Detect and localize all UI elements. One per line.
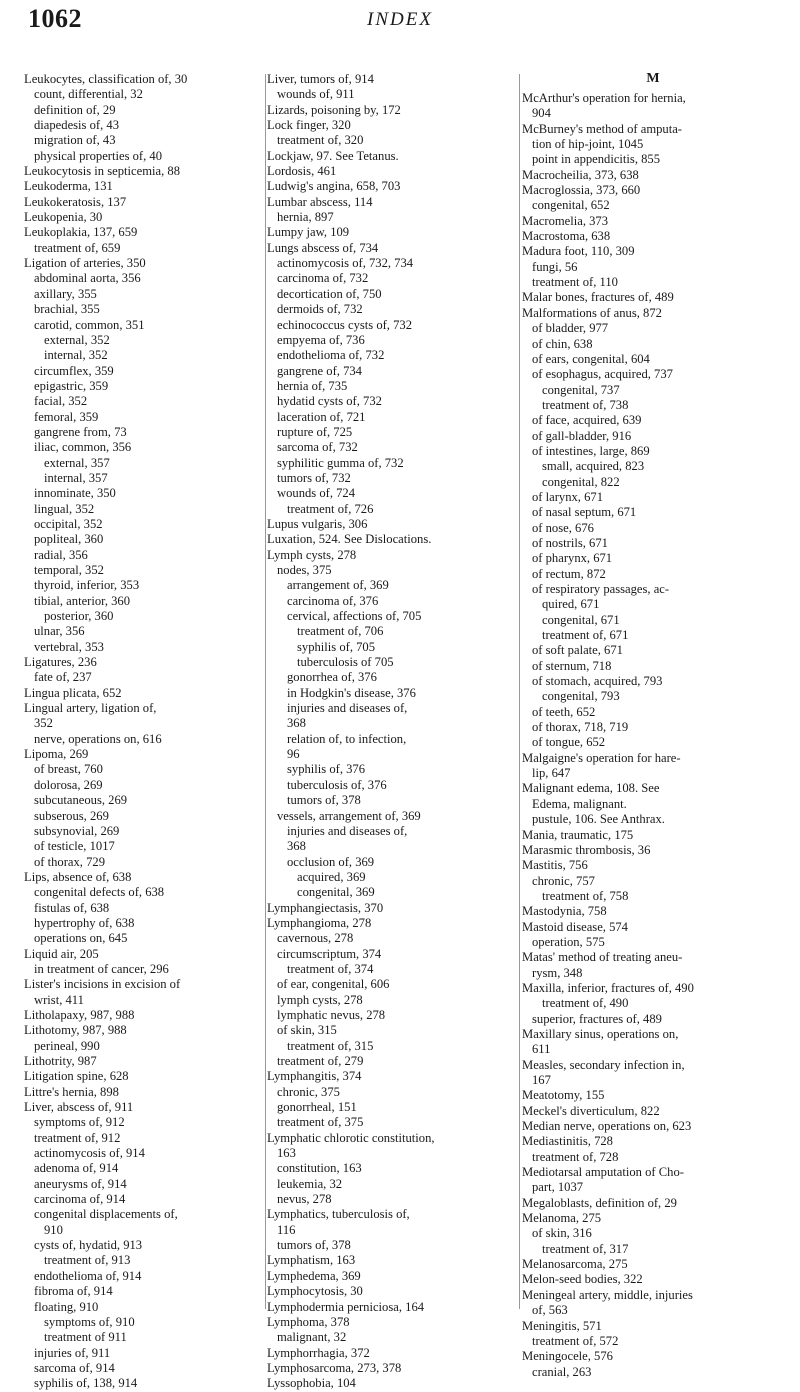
index-entry: floating, 910 [34, 1299, 99, 1314]
index-entry: Leukocytes, classification of, 30 [24, 72, 188, 86]
index-entry: Melanoma, 275 [522, 1211, 602, 1226]
index-entry: injuries and diseases of, [287, 701, 408, 716]
index-entry: of stomach, acquired, 793 [532, 674, 663, 689]
index-entry: subsynovial, 269 [34, 823, 120, 838]
index-entry: nerve, operations on, 616 [34, 731, 162, 746]
index-entry: Lymphangiectasis, 370 [267, 900, 384, 915]
index-entry: syphilis of, 376 [287, 762, 366, 777]
index-entry: of tongue, 652 [532, 735, 606, 750]
index-entry: symptoms of, 910 [44, 1314, 135, 1329]
index-entry: treatment of, 110 [532, 275, 618, 290]
index-entry: part, 1037 [532, 1180, 584, 1195]
index-entry: chronic, 375 [277, 1084, 340, 1099]
index-entry: of bladder, 977 [532, 321, 609, 336]
index-entry: Lumpy jaw, 109 [267, 225, 350, 240]
index-entry: laceration of, 721 [277, 409, 366, 424]
index-entry: gonorrheal, 151 [277, 1100, 357, 1115]
index-entry: definition of, 29 [34, 102, 116, 117]
index-entry: of thorax, 718, 719 [532, 720, 629, 735]
page-number: 1062 [28, 4, 82, 33]
index-entry: cysts of, hydatid, 913 [34, 1238, 143, 1253]
index-entry: 352 [34, 716, 53, 731]
index-entry: Lymphedema, 369 [267, 1268, 361, 1283]
index-entry: Maxilla, inferior, fractures of, 490 [522, 980, 694, 995]
index-entry: diapedesis of, 43 [34, 118, 119, 133]
index-entry: Mediastinitis, 728 [522, 1134, 613, 1149]
index-entry: facial, 352 [34, 394, 88, 409]
index-entry: 163 [277, 1146, 296, 1161]
index-entry: Lithotomy, 987, 988 [24, 1023, 127, 1038]
index-entry: Lymphocytosis, 30 [267, 1284, 363, 1299]
index-entry: of pharynx, 671 [532, 551, 613, 566]
index-entry: subserous, 269 [34, 808, 109, 823]
index-entry: Measles, secondary infection in, [522, 1057, 685, 1072]
index-entry: Lyssophobia, 104 [267, 1376, 356, 1391]
index-entry: treatment of, 913 [44, 1253, 131, 1268]
index-entry: Marasmic thrombosis, 36 [522, 842, 651, 857]
index-entry: Malformations of anus, 872 [522, 305, 662, 320]
index-entry: congenital defects of, 638 [34, 885, 165, 900]
index-entry: carotid, common, 351 [34, 317, 145, 332]
index-entry: treatment of, 315 [287, 1038, 374, 1053]
index-entry: Maxillary sinus, operations on, [522, 1026, 679, 1041]
index-entry: pustule, 106. See Anthrax. [532, 812, 665, 827]
index-entry: Malar bones, fractures of, 489 [522, 290, 674, 305]
index-entry: treatment of, 671 [542, 628, 629, 643]
index-entry: of soft palate, 671 [532, 643, 623, 658]
index-column-2 [267, 72, 512, 1392]
index-entry: acquired, 369 [297, 869, 366, 884]
index-entry: of chin, 638 [532, 336, 593, 351]
index-entry: external, 352 [44, 332, 110, 347]
index-entry: of gall-bladder, 916 [532, 428, 632, 443]
index-entry: circumscriptum, 374 [277, 946, 382, 961]
index-entry: migration of, 43 [34, 133, 116, 148]
index-entry: 904 [532, 106, 551, 121]
index-entry: Malgaigne's operation for hare- [522, 750, 681, 765]
index-entry: superior, fractures of, 489 [532, 1011, 662, 1026]
index-entry: Liver, abscess of, 911 [24, 1100, 134, 1115]
index-entry: nevus, 278 [277, 1192, 332, 1207]
index-entry: arrangement of, 369 [287, 578, 389, 593]
index-entry: in treatment of cancer, 296 [34, 961, 169, 976]
index-entry: tumors of, 732 [277, 470, 351, 485]
index-entry: Litholapaxy, 987, 988 [24, 1007, 135, 1022]
index-entry: 167 [532, 1073, 551, 1087]
index-entry: Meckel's diverticulum, 822 [522, 1103, 660, 1118]
index-entry: temporal, 352 [34, 563, 104, 577]
index-entry: radial, 356 [34, 547, 88, 562]
index-entry: occlusion of, 369 [287, 854, 375, 869]
index-entry: tion of hip-joint, 1045 [532, 137, 644, 152]
index-entry: of nose, 676 [532, 520, 594, 535]
index-entry: posterior, 360 [44, 609, 114, 624]
index-entry: McArthur's operation for hernia, [522, 91, 686, 105]
index-entry: treatment of, 738 [542, 397, 629, 412]
index-entry: Lingua plicata, 652 [24, 685, 122, 700]
index-entry: of thorax, 729 [34, 854, 105, 869]
index-entry: of skin, 316 [532, 1226, 592, 1241]
index-entry: of ears, congenital, 604 [532, 351, 650, 366]
index-entry: of rectum, 872 [532, 566, 606, 581]
index-entry: Leukocytosis in septicemia, 88 [24, 164, 180, 179]
index-entry: lip, 647 [532, 766, 571, 781]
index-entry: ulnar, 356 [34, 624, 85, 639]
index-entry: McBurney's method of amputa- [522, 121, 683, 136]
index-entry: physical properties of, 40 [34, 148, 163, 163]
index-entry: treatment of 911 [44, 1330, 127, 1345]
index-entry: tumors of, 378 [287, 793, 361, 808]
index-entry: of intestines, large, 869 [532, 443, 650, 458]
index-entry: injuries and diseases of, [287, 823, 408, 838]
index-entry: lymphatic nevus, 278 [277, 1007, 386, 1022]
index-entry: popliteal, 360 [34, 532, 104, 547]
index-entry: treatment of, 728 [532, 1149, 619, 1164]
index-entry: Lymphatism, 163 [267, 1253, 356, 1268]
index-entry: Macrostoma, 638 [522, 229, 611, 244]
column-divider [519, 74, 520, 1309]
index-entry: Lordosis, 461 [267, 164, 337, 179]
index-entry: of nostrils, 671 [532, 535, 608, 550]
index-entry: carcinoma of, 376 [287, 593, 379, 608]
index-entry: Lizards, poisoning by, 172 [267, 102, 401, 117]
index-entry: Meningocele, 576 [522, 1349, 613, 1364]
column-divider [265, 74, 266, 1309]
index-entry: treatment of, 375 [277, 1115, 364, 1130]
index-entry: Lymphorrhagia, 372 [267, 1345, 370, 1360]
index-entry: congenital, 793 [542, 689, 620, 704]
index-entry: of respiratory passages, ac- [532, 582, 670, 596]
index-entry: echinococcus cysts of, 732 [277, 317, 412, 332]
index-entry: Mastoid disease, 574 [522, 919, 628, 934]
index-entry: congenital, 822 [542, 474, 620, 489]
index-entry: syphilis of, 138, 914 [34, 1376, 138, 1391]
index-entry: congenital, 671 [542, 612, 620, 627]
index-entry: internal, 352 [44, 348, 108, 363]
index-entry: rysm, 348 [532, 965, 583, 980]
index-entry: syphilitic gumma of, 732 [277, 455, 404, 470]
index-entry: Megaloblasts, definition of, 29 [522, 1195, 677, 1210]
index-entry: treatment of, 490 [542, 996, 629, 1011]
index-entry: Melon-seed bodies, 322 [522, 1272, 643, 1287]
index-entry: of teeth, 652 [532, 704, 596, 719]
index-entry: in Hodgkin's disease, 376 [287, 685, 416, 700]
index-entry: Lupus vulgaris, 306 [267, 516, 368, 531]
index-entry: endothelioma of, 732 [277, 348, 385, 363]
index-entry: of face, acquired, 639 [532, 413, 642, 428]
index-entry: of testicle, 1017 [34, 839, 115, 854]
index-entry: Meatotomy, 155 [522, 1088, 605, 1103]
index-entry: congenital displacements of, [34, 1207, 178, 1222]
index-entry: wrist, 411 [34, 992, 84, 1007]
index-entry: of ear, congenital, 606 [277, 977, 390, 992]
index-entry: relation of, to infection, [287, 731, 407, 746]
index-entry: point in appendicitis, 855 [532, 152, 661, 167]
index-entry: 368 [287, 716, 306, 731]
index-entry: fungi, 56 [532, 259, 578, 274]
index-entry: of esophagus, acquired, 737 [532, 367, 673, 382]
index-entry: quired, 671 [542, 597, 600, 612]
index-entry: actinomycosis of, 732, 734 [277, 256, 414, 271]
index-entry: Melanosarcoma, 275 [522, 1257, 628, 1272]
index-entry: Leukopenia, 30 [24, 210, 103, 225]
index-entry: Leukokeratosis, 137 [24, 194, 127, 209]
index-entry: Lumbar abscess, 114 [267, 194, 373, 209]
index-entry: congenital, 737 [542, 382, 620, 397]
index-entry: treatment of, 317 [542, 1241, 629, 1256]
index-entry: Lymphoma, 378 [267, 1314, 350, 1329]
index-entry: hypertrophy of, 638 [34, 915, 135, 930]
index-entry: sarcoma of, 914 [34, 1360, 115, 1375]
index-entry: innominate, 350 [34, 486, 116, 501]
index-entry: femoral, 359 [34, 409, 99, 424]
index-entry: aneurysms of, 914 [34, 1176, 127, 1191]
index-entry: actinomycosis of, 914 [34, 1146, 145, 1161]
index-entry: Lymphangitis, 374 [267, 1069, 362, 1084]
index-entry: treatment of, 659 [34, 240, 121, 255]
index-entry: Lymphosarcoma, 273, 378 [267, 1360, 402, 1375]
index-entry: small, acquired, 823 [542, 459, 645, 474]
index-entry: dolorosa, 269 [34, 777, 103, 792]
index-entry: perineal, 990 [34, 1038, 100, 1053]
index-entry: Ligatures, 236 [24, 655, 97, 670]
index-entry: dermoids of, 732 [277, 302, 363, 317]
index-entry: treatment of, 726 [287, 501, 374, 516]
index-entry: of, 563 [532, 1303, 568, 1318]
index-entry: Littre's hernia, 898 [24, 1084, 119, 1099]
index-entry: Lipoma, 269 [24, 747, 89, 762]
index-entry: Lock finger, 320 [267, 118, 351, 133]
index-entry: Mediotarsal amputation of Cho- [522, 1165, 684, 1180]
index-entry: 116 [277, 1222, 296, 1237]
index-entry: tuberculosis of 705 [297, 655, 394, 670]
index-entry: 96 [287, 747, 300, 762]
index-entry: lymph cysts, 278 [277, 992, 363, 1007]
index-entry: Mania, traumatic, 175 [522, 827, 634, 842]
index-entry: of sternum, 718 [532, 658, 612, 673]
index-entry: Edema, malignant. [532, 796, 627, 811]
index-entry: treatment of, 279 [277, 1054, 364, 1068]
index-entry: symptoms of, 912 [34, 1115, 125, 1130]
index-entry: epigastric, 359 [34, 378, 109, 393]
index-entry: subcutaneous, 269 [34, 793, 128, 808]
index-entry: Lister's incisions in excision of [24, 977, 181, 992]
index-entry: treatment of, 320 [277, 133, 364, 148]
index-entry: lingual, 352 [34, 501, 95, 516]
index-entry: cervical, affections of, 705 [287, 609, 422, 624]
index-entry: treatment of, 374 [287, 961, 374, 976]
index-entry: treatment of, 912 [34, 1130, 121, 1145]
index-entry: leukemia, 32 [277, 1176, 343, 1191]
index-entry: circumflex, 359 [34, 363, 114, 378]
index-entry: Luxation, 524. See Dislocations. [267, 532, 432, 547]
index-entry: Lymph cysts, 278 [267, 547, 357, 562]
index-entry: Malignant edema, 108. See [522, 781, 660, 796]
index-entry: Macrocheilia, 373, 638 [522, 167, 639, 182]
index-entry: external, 357 [44, 455, 110, 470]
index-entry: count, differential, 32 [34, 87, 143, 102]
index-entry: abdominal aorta, 356 [34, 271, 141, 286]
index-entry: Litigation spine, 628 [24, 1069, 129, 1084]
index-entry: treatment of, 572 [532, 1333, 619, 1348]
index-entry: cavernous, 278 [277, 931, 354, 946]
index-entry: decortication of, 750 [277, 286, 382, 301]
index-entry: gonorrhea of, 376 [287, 670, 377, 685]
index-entry: Madura foot, 110, 309 [522, 244, 635, 259]
index-entry: tuberculosis of, 376 [287, 777, 387, 792]
index-entry: of skin, 315 [277, 1023, 337, 1038]
index-entry: fibroma of, 914 [34, 1284, 113, 1299]
index-entry: hydatid cysts of, 732 [277, 394, 382, 409]
index-column-3 [522, 72, 784, 1380]
index-entry: carcinoma of, 914 [34, 1192, 126, 1207]
index-entry: Liver, tumors of, 914 [267, 72, 374, 86]
index-entry: brachial, 355 [34, 302, 100, 317]
index-entry: iliac, common, 356 [34, 440, 132, 455]
index-entry: Lymphatics, tuberculosis of, [267, 1207, 410, 1222]
index-entry: of breast, 760 [34, 762, 103, 777]
index-entry: Lips, absence of, 638 [24, 869, 132, 884]
index-column-1 [24, 72, 263, 1392]
index-entry: treatment of, 706 [297, 624, 384, 639]
index-entry: 910 [44, 1222, 63, 1237]
index-entry: axillary, 355 [34, 286, 97, 301]
index-entry: gangrene from, 73 [34, 424, 127, 439]
index-entry: vessels, arrangement of, 369 [277, 808, 421, 823]
index-entry: congenital, 369 [297, 885, 375, 900]
index-entry: Matas' method of treating aneu- [522, 950, 683, 965]
index-entry: wounds of, 911 [277, 87, 355, 102]
index-entry: gangrene of, 734 [277, 363, 362, 378]
index-entry: of nasal septum, 671 [532, 505, 637, 520]
index-entry: Lungs abscess of, 734 [267, 240, 379, 255]
index-entry: Ludwig's angina, 658, 703 [267, 179, 401, 194]
index-entry: Meningeal artery, middle, injuries [522, 1287, 693, 1302]
index-entry: empyema of, 736 [277, 332, 365, 347]
index-entry: rupture of, 725 [277, 424, 353, 439]
index-entry: Lymphodermia perniciosa, 164 [267, 1299, 425, 1314]
index-entry: Liquid air, 205 [24, 946, 99, 961]
index-entry: 611 [532, 1042, 551, 1057]
index-entry: chronic, 757 [532, 873, 595, 888]
index-entry: Leukoderma, 131 [24, 179, 113, 194]
index-entry: Meningitis, 571 [522, 1318, 602, 1333]
index-entry: operations on, 645 [34, 931, 128, 946]
index-entry: malignant, 32 [277, 1330, 347, 1345]
index-entry: hernia of, 735 [277, 378, 348, 393]
index-entry: occipital, 352 [34, 516, 103, 531]
index-entry: cranial, 263 [532, 1364, 592, 1379]
index-entry: Leukoplakia, 137, 659 [24, 225, 138, 240]
running-head: INDEX [367, 9, 433, 30]
index-entry: Lockjaw, 97. See Tetanus. [267, 148, 399, 163]
index-entry: nodes, 375 [277, 563, 332, 577]
index-entry: constitution, 163 [277, 1161, 362, 1176]
index-entry: carcinoma of, 732 [277, 271, 369, 286]
index-entry: congenital, 652 [532, 198, 610, 213]
index-entry: endothelioma of, 914 [34, 1268, 142, 1283]
index-entry: Lymphatic chlorotic constitution, [267, 1130, 435, 1145]
index-entry: Mastodynia, 758 [522, 904, 607, 919]
section-letter: M [646, 71, 660, 86]
index-entry: of larynx, 671 [532, 489, 603, 504]
index-entry: thyroid, inferior, 353 [34, 578, 140, 593]
index-entry: 368 [287, 839, 306, 854]
index-entry: Macromelia, 373 [522, 213, 609, 228]
index-entry: treatment of, 758 [542, 888, 629, 903]
index-entry: Lithotrity, 987 [24, 1054, 97, 1068]
index-entry: wounds of, 724 [277, 486, 356, 501]
index-entry: adenoma of, 914 [34, 1161, 119, 1176]
index-entry: sarcoma of, 732 [277, 440, 358, 455]
index-entry: Mastitis, 756 [522, 858, 588, 873]
index-entry: Macroglossia, 373, 660 [522, 183, 641, 198]
index-entry: Median nerve, operations on, 623 [522, 1119, 692, 1134]
index-entry: injuries of, 911 [34, 1345, 111, 1360]
index-entry: internal, 357 [44, 470, 108, 485]
index-entry: Lymphangioma, 278 [267, 915, 372, 930]
index-entry: hernia, 897 [277, 210, 334, 225]
index-entry: Lingual artery, ligation of, [24, 701, 157, 716]
index-entry: fistulas of, 638 [34, 900, 110, 915]
index-entry: tibial, anterior, 360 [34, 593, 131, 608]
index-entry: operation, 575 [532, 934, 605, 949]
index-entry: syphilis of, 705 [297, 639, 376, 654]
index-entry: tumors of, 378 [277, 1238, 351, 1253]
index-entry: fate of, 237 [34, 670, 92, 685]
index-entry: vertebral, 353 [34, 639, 104, 654]
index-entry: Ligation of arteries, 350 [24, 256, 146, 271]
